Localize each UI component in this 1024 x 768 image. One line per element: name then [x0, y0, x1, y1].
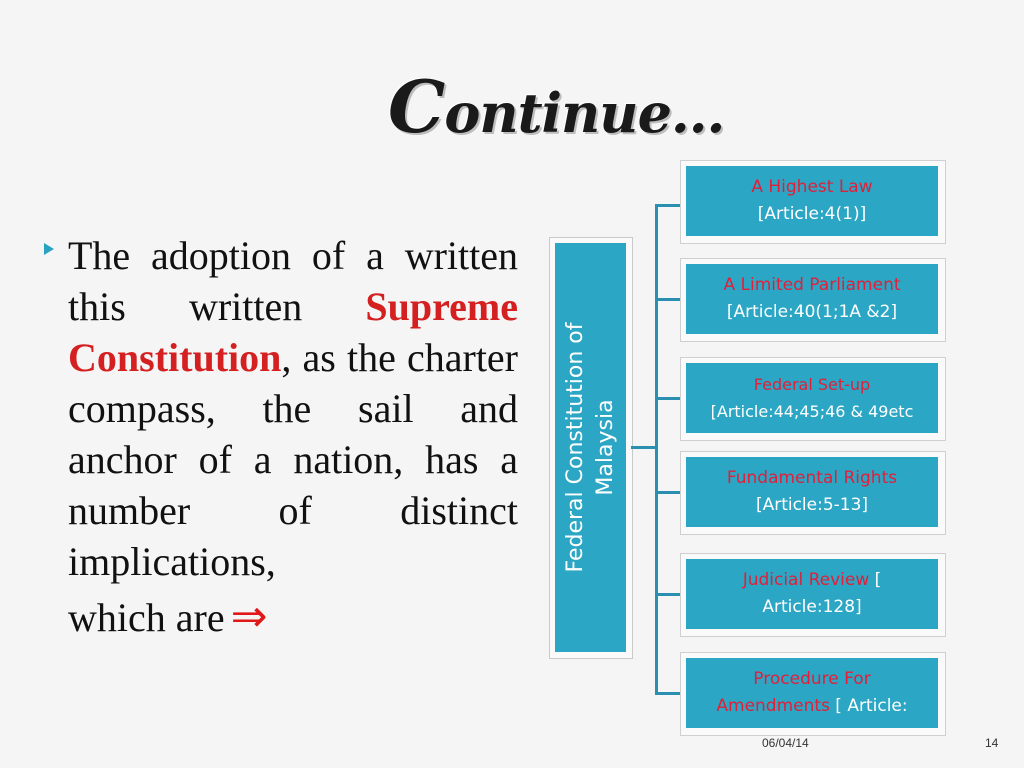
title-rest: ontinue...: [444, 81, 725, 145]
box-federal-setup: [686, 363, 938, 433]
bullet-highlight: Supreme Constitution: [68, 284, 518, 380]
page-number: 14: [985, 736, 999, 750]
box-limited-parliament: [686, 264, 938, 334]
bullet-last-line-wrap: [68, 591, 518, 643]
box-highest-law: [686, 166, 938, 236]
box-title-suffix: [: [869, 570, 882, 590]
connector-trunk: [631, 446, 656, 449]
box-article: [Article:44;45;46 & 49etc: [710, 402, 914, 421]
footer-date: 06/04/14: [762, 736, 809, 750]
box-article: [Article:5-13]: [755, 495, 869, 515]
bullet-text: [68, 230, 518, 643]
bullet-arrow-icon: [44, 243, 54, 255]
box-article: Article:128]: [762, 597, 862, 617]
title-initial: C: [388, 64, 445, 149]
bullet-text-after: , as the charter compass, the sail and anchor of a nation, has a number of distinct implications,: [68, 335, 518, 584]
box-article: [Article:40(1;1A &2]: [726, 302, 898, 322]
bullet-last-line: which are: [68, 595, 225, 640]
box-article: [ Article:: [829, 696, 908, 716]
connector-spine: [655, 205, 658, 694]
center-box-label: [555, 243, 626, 652]
box-title-cont: Amendments: [716, 696, 830, 716]
center-label-line1: Federal Constitution of: [562, 322, 588, 573]
box-title: A Highest Law: [751, 177, 873, 197]
box-fundamental-rights: [686, 457, 938, 527]
box-title: Procedure For: [753, 669, 871, 689]
bullet-text-before: The adoption of a written this written: [68, 233, 518, 329]
implies-arrow-icon: ⇒: [230, 592, 268, 641]
box-title: Judicial Review: [742, 570, 870, 590]
box-judicial-review: [686, 559, 938, 629]
box-title: Fundamental Rights: [726, 468, 898, 488]
center-label-line2: Malaysia: [592, 399, 618, 496]
box-article: [Article:4(1)]: [757, 204, 867, 224]
box-procedure-amendments: [686, 658, 938, 728]
box-article-row: [716, 693, 907, 720]
box-title-row: [743, 567, 882, 594]
box-title: Federal Set-up: [753, 375, 871, 394]
slide-title: [388, 62, 725, 152]
box-title: A Limited Parliament: [723, 275, 901, 295]
